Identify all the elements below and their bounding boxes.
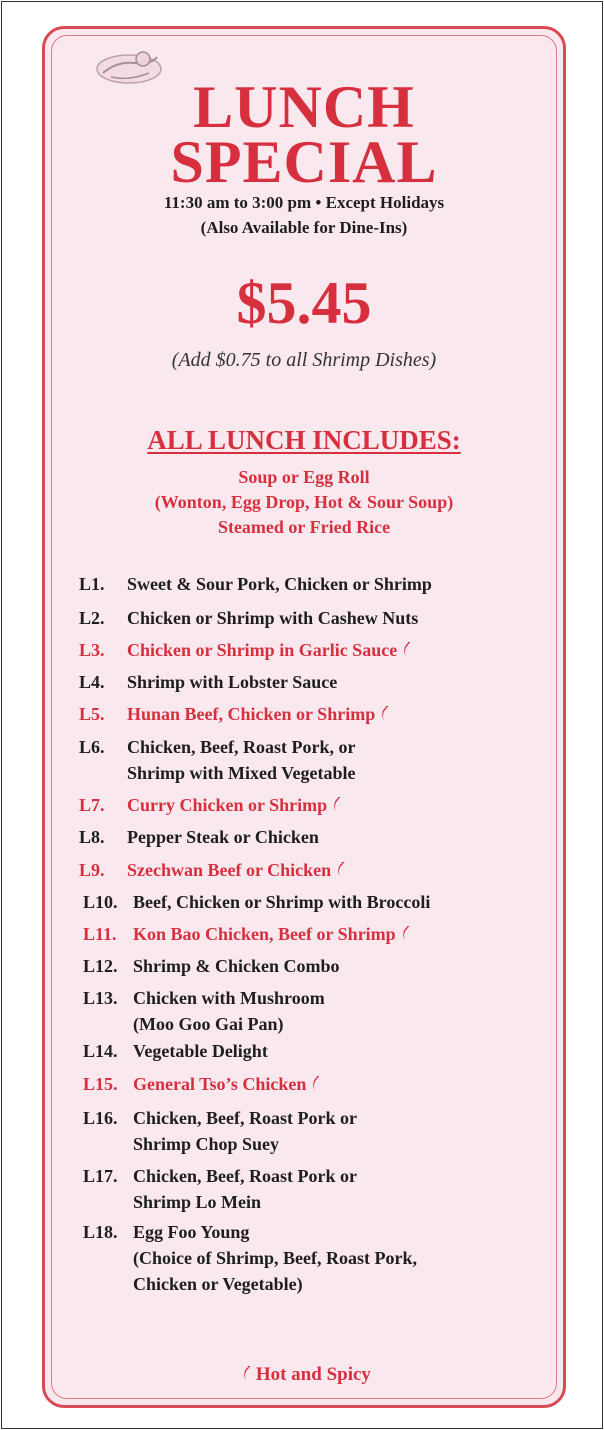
menu-item-code: L17.	[83, 1166, 118, 1186]
menu-item-code: L3.	[79, 640, 105, 660]
menu-item-code: L6.	[79, 737, 105, 757]
hot-pepper-icon	[396, 924, 410, 944]
menu-item-l1	[79, 572, 432, 597]
menu-item-l5	[79, 702, 389, 727]
menu-item-l7	[79, 793, 341, 818]
menu-item-l8	[79, 825, 319, 850]
menu-item-name: Pepper Steak or Chicken	[127, 827, 319, 847]
menu-item-code: L14.	[83, 1041, 118, 1061]
menu-item-l15	[83, 1072, 320, 1097]
menu-item-code: L5.	[79, 704, 105, 724]
menu-item-name-continued: (Moo Goo Gai Pan)	[133, 1014, 284, 1034]
menu-item-name: General Tso’s Chicken	[133, 1074, 307, 1094]
hot-pepper-icon	[331, 860, 345, 880]
menu-item-code: L4.	[79, 672, 105, 692]
menu-item-l3	[79, 638, 411, 663]
hot-pepper-icon	[327, 795, 341, 815]
menu-item-name: Chicken with Mushroom	[133, 988, 325, 1008]
menu-item-l6	[79, 735, 356, 783]
dine-in-availability: (Also Available for Dine-Ins)	[200, 218, 408, 237]
title-special: SPECIAL	[170, 129, 438, 195]
hot-pepper-icon	[241, 1366, 251, 1382]
menu-item-l11	[83, 922, 410, 947]
menu-item-code: L15.	[83, 1074, 118, 1094]
menu-item-name: Shrimp with Lobster Sauce	[127, 672, 338, 692]
lunch-price: $5.45	[236, 270, 372, 336]
hot-pepper-icon	[306, 1074, 320, 1094]
menu-item-l2	[79, 606, 418, 631]
menu-item-name: Vegetable Delight	[133, 1041, 268, 1061]
menu-item-code: L10.	[83, 892, 118, 912]
menu-item-l4	[79, 670, 337, 695]
menu-item-name: Chicken, Beef, Roast Pork, or	[127, 737, 356, 757]
menu-item-code: L11.	[83, 924, 117, 944]
menu-item-code: L13.	[83, 988, 118, 1008]
menu-item-name: Chicken or Shrimp in Garlic Sauce	[127, 640, 398, 660]
includes-soup-or-egg-roll: Soup or Egg Roll	[238, 467, 370, 487]
menu-item-name: Chicken or Shrimp with Cashew Nuts	[127, 608, 419, 628]
menu-item-code: L18.	[83, 1222, 118, 1242]
menu-item-l17	[83, 1164, 357, 1212]
includes-rice: Steamed or Fried Rice	[217, 517, 391, 537]
menu-item-l14	[83, 1039, 268, 1064]
shrimp-surcharge-note: (Add $0.75 to all Shrimp Dishes)	[171, 349, 437, 371]
menu-item-name-continued: Chicken or Vegetable)	[133, 1274, 303, 1294]
menu-item-name-continued: Shrimp with Mixed Vegetable	[127, 763, 356, 783]
hot-spicy-legend	[45, 1362, 563, 1388]
menu-item-code: L7.	[79, 795, 105, 815]
menu-item-l10	[83, 890, 430, 915]
menu-item-name: Egg Foo Young	[133, 1222, 250, 1242]
includes-soup-options: (Wonton, Egg Drop, Hot & Sour Soup)	[154, 492, 454, 512]
includes-heading: ALL LUNCH INCLUDES:	[147, 425, 461, 455]
lunch-special-card	[42, 26, 566, 1408]
menu-item-l13	[83, 986, 325, 1034]
menu-item-name-continued: Shrimp Chop Suey	[133, 1134, 280, 1154]
menu-item-name-continued: (Choice of Shrimp, Beef, Roast Pork,	[133, 1248, 417, 1268]
menu-item-name: Chicken, Beef, Roast Pork or	[133, 1166, 357, 1186]
menu-item-name: Shrimp & Chicken Combo	[133, 956, 340, 976]
menu-item-code: L16.	[83, 1108, 118, 1128]
menu-item-code: L2.	[79, 608, 105, 628]
lunch-hours: 11:30 am to 3:00 pm • Except Holidays	[163, 193, 445, 212]
hot-pepper-icon	[375, 704, 389, 724]
menu-item-name: Curry Chicken or Shrimp	[127, 795, 328, 815]
menu-item-name: Chicken, Beef, Roast Pork or	[133, 1108, 357, 1128]
menu-item-name: Sweet & Sour Pork, Chicken or Shrimp	[127, 574, 432, 594]
menu-item-l16	[83, 1106, 357, 1154]
menu-item-code: L8.	[79, 827, 105, 847]
menu-item-name: Hunan Beef, Chicken or Shrimp	[127, 704, 376, 724]
menu-item-name: Beef, Chicken or Shrimp with Broccoli	[133, 892, 431, 912]
menu-item-name: Kon Bao Chicken, Beef or Shrimp	[133, 924, 396, 944]
menu-item-l9	[79, 858, 345, 883]
menu-item-code: L9.	[79, 860, 105, 880]
menu-item-code: L12.	[83, 956, 118, 976]
menu-item-name: Szechwan Beef or Chicken	[127, 860, 332, 880]
menu-item-l12	[83, 954, 340, 979]
hot-pepper-icon	[397, 640, 411, 660]
title-lunch: LUNCH	[193, 74, 415, 140]
menu-item-l18	[83, 1220, 417, 1294]
hot-spicy-label: Hot and Spicy	[255, 1364, 371, 1385]
menu-item-code: L1.	[79, 574, 105, 594]
menu-item-name-continued: Shrimp Lo Mein	[133, 1192, 262, 1212]
